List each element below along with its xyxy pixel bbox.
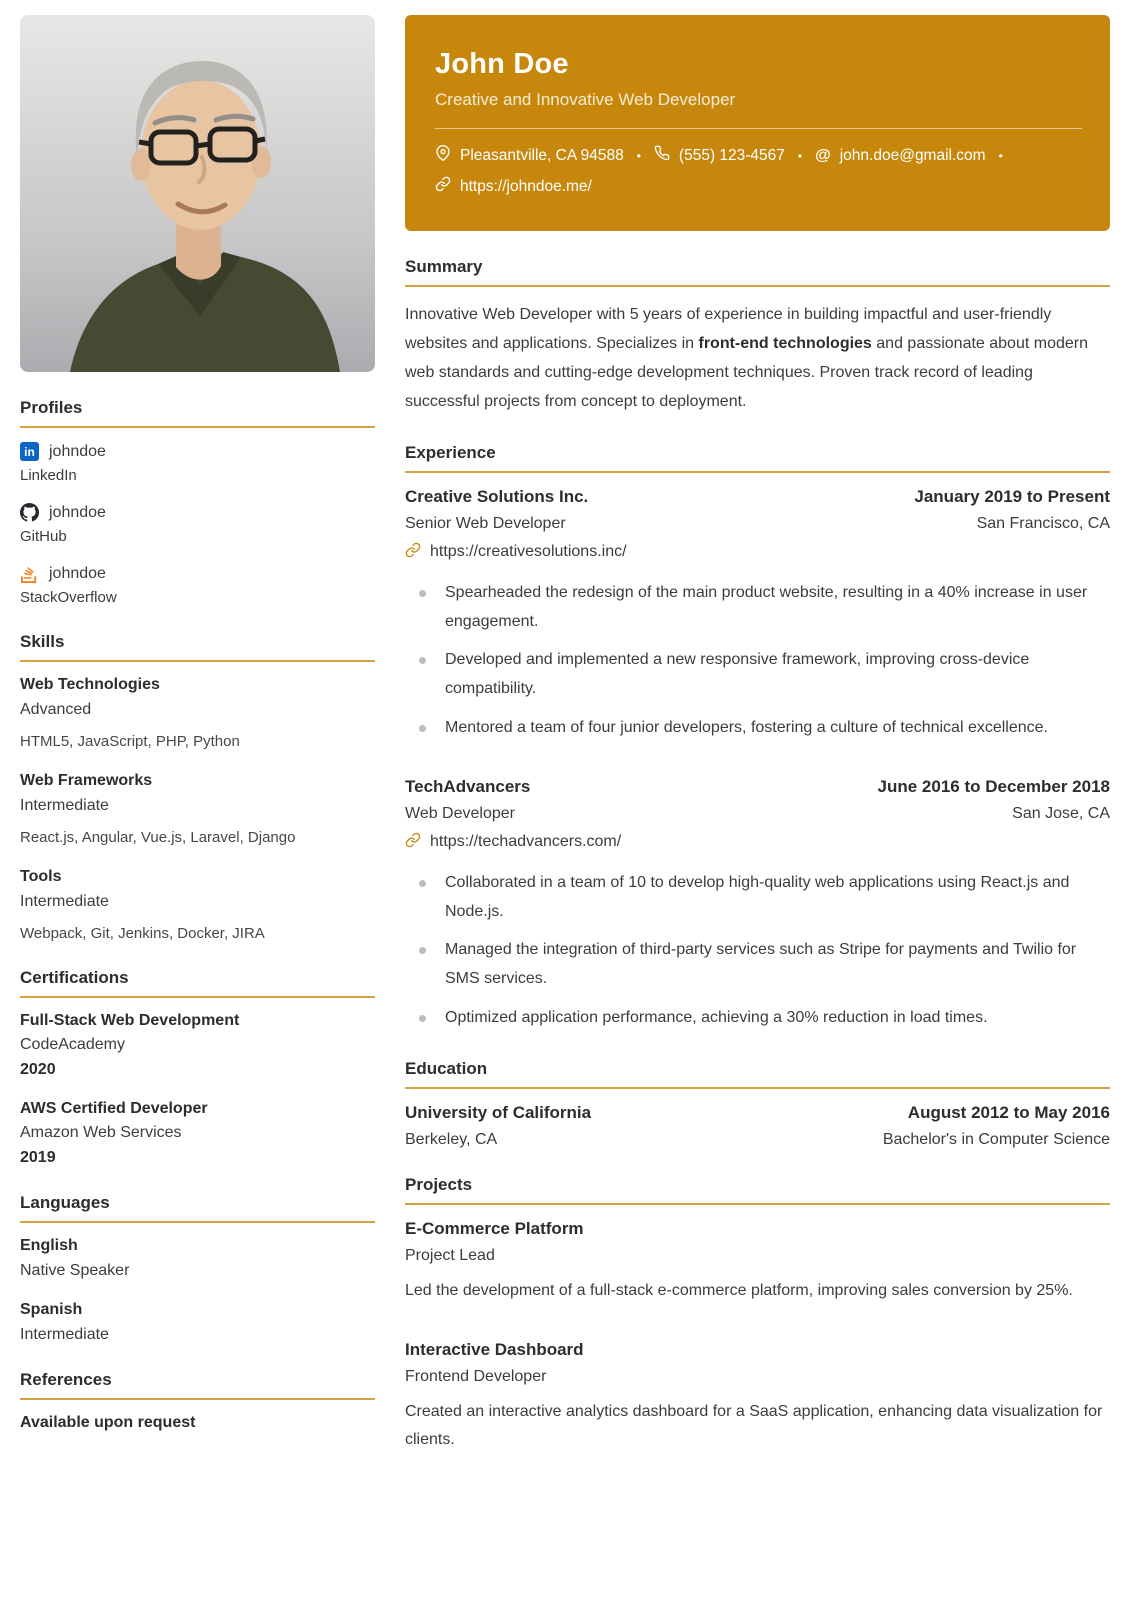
school-name: University of California [405, 1102, 592, 1122]
profile-item-stackoverflow [20, 564, 375, 606]
company-name: TechAdvancers [405, 776, 531, 796]
contact-separator: • [998, 148, 1003, 163]
section-skills [20, 632, 375, 942]
experience-bullet: Managed the integration of third-party services such as Stripe for payments and Twilio for SMS services. [419, 936, 1110, 994]
experience-bullet: Developed and implemented a new responsive framework, improving cross-device compatibility. [419, 646, 1110, 704]
contact-email [815, 147, 985, 165]
contact-separator: • [797, 148, 803, 163]
job-location: San Francisco, CA [976, 514, 1110, 532]
stackoverflow-icon [20, 564, 39, 583]
linkedin-network-label: LinkedIn [20, 467, 77, 484]
skill-item [20, 868, 375, 942]
phone-icon [654, 145, 670, 166]
summary-heading: Summary [405, 257, 1110, 287]
language-name: English [20, 1237, 78, 1254]
language-item [20, 1301, 375, 1344]
summary-text-bold: front-end technologies [698, 334, 872, 352]
project-role: Project Lead [405, 1246, 495, 1264]
section-projects [405, 1175, 1110, 1455]
certification-year: 2020 [20, 1061, 56, 1078]
project-role: Frontend Developer [405, 1367, 547, 1385]
contact-website [435, 176, 592, 197]
contact-location [435, 145, 624, 166]
skill-name: Tools [20, 868, 62, 885]
skill-name: Web Technologies [20, 676, 160, 693]
skill-keywords: Webpack, Git, Jenkins, Docker, JIRA [20, 925, 265, 942]
sidebar [20, 15, 375, 1455]
skill-level: Advanced [20, 701, 92, 718]
certifications-heading: Certifications [20, 968, 375, 998]
skill-keywords: React.js, Angular, Vue.js, Laravel, Django [20, 829, 296, 846]
job-position: Senior Web Developer [405, 514, 566, 532]
language-name: Spanish [20, 1301, 83, 1318]
project-entry [405, 1340, 1110, 1456]
link-icon [405, 832, 421, 853]
linkedin-icon: in [20, 442, 39, 461]
profile-item-linkedin [20, 442, 375, 484]
stackoverflow-username[interactable]: johndoe [49, 564, 106, 582]
education-dates: August 2012 to May 2016 [907, 1102, 1110, 1122]
location-text: Pleasantville, CA 94588 [460, 146, 624, 164]
link-icon [435, 176, 451, 197]
location-pin-icon [435, 145, 451, 166]
skills-heading: Skills [20, 632, 375, 662]
experience-entry [405, 777, 1110, 1033]
certification-name: Full-Stack Web Development [20, 1012, 240, 1029]
education-heading: Education [405, 1059, 1110, 1089]
project-name: Interactive Dashboard [405, 1339, 584, 1359]
employment-dates: January 2019 to Present [914, 486, 1110, 506]
certification-name: AWS Certified Developer [20, 1100, 208, 1117]
section-profiles [20, 398, 375, 606]
profile-photo [20, 15, 375, 372]
job-position: Web Developer [405, 804, 515, 822]
skill-item [20, 676, 375, 750]
link-icon [405, 542, 421, 563]
company-url[interactable]: https://creativesolutions.inc/ [430, 543, 627, 561]
references-note: Available upon request [20, 1414, 196, 1431]
certification-issuer: Amazon Web Services [20, 1124, 182, 1141]
experience-bullet: Spearheaded the redesign of the main product website, resulting in a 40% increase in user engagement. [419, 579, 1110, 637]
linkedin-username[interactable]: johndoe [49, 442, 106, 460]
skill-name: Web Frameworks [20, 772, 153, 789]
languages-heading: Languages [20, 1193, 375, 1223]
project-name: E-Commerce Platform [405, 1218, 584, 1238]
github-username[interactable]: johndoe [49, 503, 106, 521]
project-description: Created an interactive analytics dashboard for a SaaS application, enhancing data visualization for clients. [405, 1402, 1103, 1449]
section-certifications [20, 968, 375, 1167]
company-url[interactable]: https://techadvancers.com/ [430, 833, 622, 851]
language-level: Native Speaker [20, 1262, 130, 1279]
job-location: San Jose, CA [1012, 804, 1110, 822]
experience-bullet: Collaborated in a team of 10 to develop high-quality web applications using React.js and Node.js. [419, 869, 1110, 927]
main-content [405, 15, 1110, 1455]
project-description: Led the development of a full-stack e-commerce platform, improving sales conversion by 25%. [405, 1281, 1073, 1299]
experience-entry [405, 487, 1110, 743]
profile-item-github [20, 503, 375, 545]
skill-level: Intermediate [20, 797, 109, 814]
github-network-label: GitHub [20, 528, 67, 545]
portrait-illustration [20, 15, 375, 372]
language-level: Intermediate [20, 1326, 109, 1343]
experience-bullet: Mentored a team of four junior developers, fostering a culture of technical excellence. [419, 714, 1110, 743]
section-summary [405, 257, 1110, 417]
section-education [405, 1059, 1110, 1149]
header-banner [405, 15, 1110, 231]
school-location: Berkeley, CA [405, 1130, 498, 1148]
website-text[interactable]: https://johndoe.me/ [460, 177, 592, 195]
profiles-heading: Profiles [20, 398, 375, 428]
references-heading: References [20, 1370, 375, 1400]
employment-dates: June 2016 to December 2018 [877, 776, 1110, 796]
skill-keywords: HTML5, JavaScript, PHP, Python [20, 733, 240, 750]
summary-text-before: Innovative Web Developer with 5 years of experience in building impactful and user-friendly websites and applications. Specializes in [405, 306, 1052, 352]
project-entry [405, 1219, 1110, 1306]
certification-year: 2019 [20, 1149, 56, 1166]
section-languages [20, 1193, 375, 1344]
experience-heading: Experience [405, 443, 1110, 473]
experience-bullet: Optimized application performance, achieving a 30% reduction in load times. [419, 1004, 1110, 1033]
banner-divider [435, 128, 1082, 129]
email-text[interactable]: john.doe@gmail.com [839, 146, 986, 164]
contact-separator: • [636, 148, 641, 163]
certification-item [20, 1100, 375, 1167]
at-icon: @ [815, 146, 831, 164]
summary-paragraph [405, 301, 1110, 417]
contact-row [435, 145, 1082, 197]
language-item [20, 1237, 375, 1280]
experience-bullets [405, 579, 1110, 743]
github-icon [20, 503, 39, 522]
stackoverflow-network-label: StackOverflow [20, 589, 117, 606]
summary-text-after: and passionate about modern web standards and cutting-edge development techniques. Proven track record of leading successful projects from concept to deployment. [405, 334, 1088, 410]
person-name: John Doe [435, 48, 569, 80]
education-entry [405, 1103, 1110, 1149]
experience-bullets [405, 869, 1110, 1033]
projects-heading: Projects [405, 1175, 1110, 1205]
phone-text[interactable]: (555) 123-4567 [678, 146, 785, 164]
company-name: Creative Solutions Inc. [405, 486, 589, 506]
certification-item [20, 1012, 375, 1079]
skill-item [20, 772, 375, 846]
section-experience [405, 443, 1110, 1033]
certification-issuer: CodeAcademy [20, 1036, 125, 1053]
section-references [20, 1370, 375, 1432]
person-title: Creative and Innovative Web Developer [435, 90, 736, 109]
contact-phone [654, 145, 785, 166]
skill-level: Intermediate [20, 893, 109, 910]
degree: Bachelor's in Computer Science [882, 1130, 1110, 1148]
